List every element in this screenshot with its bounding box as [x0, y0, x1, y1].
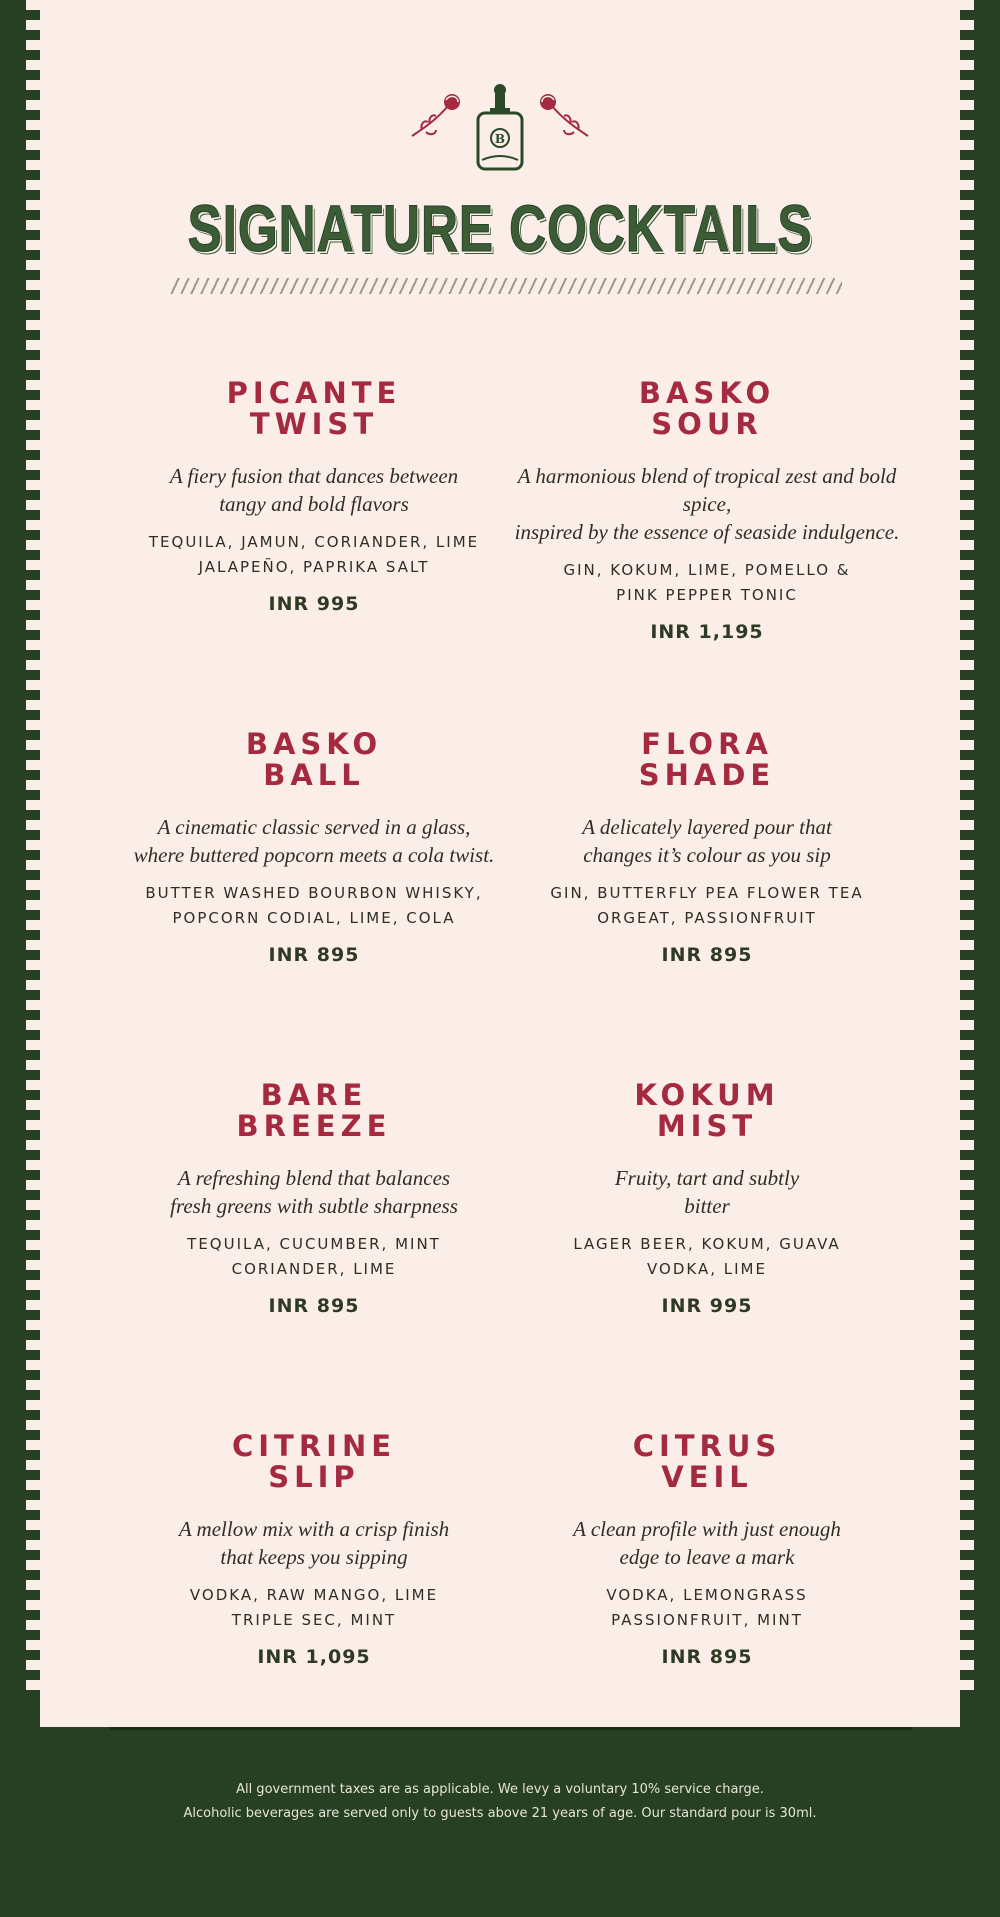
rose-right-icon [540, 94, 588, 136]
item-description: Fruity, tart and subtly bitter [614, 1166, 800, 1218]
item-price: INR 895 [661, 1646, 753, 1668]
item-price: INR 1,095 [257, 1646, 371, 1668]
item-price: INR 1,195 [650, 621, 764, 643]
item-name: CITRUS VEIL [632, 1429, 782, 1494]
right-perforated-border [960, 0, 974, 1690]
bottle-icon [478, 84, 522, 169]
item-price: INR 895 [268, 1295, 360, 1317]
item-description: A mellow mix with a crisp finish that keeps you sipping [178, 1517, 450, 1569]
item-description: A cinematic classic served in a glass, where buttered popcorn meets a cola twist. [133, 815, 495, 867]
menu-item [497, 729, 917, 966]
page-title: SIGNATURE COCKTAILS [187, 191, 813, 265]
item-name: KOKUM MIST [634, 1078, 780, 1143]
item-description: A delicately layered pour that changes it’s colour as you sip [582, 815, 832, 867]
item-description: A harmonious blend of tropical zest and bold spice, inspired by the essence of seaside indulgence. [514, 464, 900, 544]
hatch-divider [170, 278, 842, 294]
menu-item [497, 1431, 917, 1668]
item-name: BASKO BALL [245, 727, 383, 792]
menu-page [40, 0, 960, 1727]
left-perforated-border [26, 0, 40, 1690]
item-ingredients: TEQUILA, CUCUMBER, MINT CORIANDER, LIME [187, 1235, 441, 1278]
item-price: INR 895 [661, 944, 753, 966]
item-description: A fiery fusion that dances between tangy and bold flavors [169, 464, 459, 516]
menu-item [104, 1431, 524, 1668]
menu-item [104, 1080, 524, 1317]
item-name: PICANTE TWIST [226, 376, 402, 441]
footer-notice [0, 1778, 1000, 1826]
item-name: CITRINE SLIP [231, 1429, 397, 1494]
item-description: A refreshing blend that balances fresh greens with subtle sharpness [170, 1166, 458, 1218]
item-ingredients: BUTTER WASHED BOURBON WHISKY, POPCORN CODIAL, LIME, COLA [145, 884, 483, 927]
item-name: BASKO SOUR [638, 376, 776, 441]
item-name: FLORA SHADE [638, 727, 776, 792]
item-ingredients: VODKA, RAW MANGO, LIME TRIPLE SEC, MINT [189, 1586, 439, 1629]
item-ingredients: LAGER BEER, KOKUM, GUAVA VODKA, LIME [573, 1235, 841, 1278]
item-ingredients: GIN, BUTTERFLY PEA FLOWER TEA ORGEAT, PASSIONFRUIT [550, 884, 864, 927]
svg-text:B: B [494, 132, 506, 146]
item-price: INR 995 [268, 593, 360, 615]
item-description: A clean profile with just enough edge to leave a mark [573, 1517, 841, 1569]
item-price: INR 895 [268, 944, 360, 966]
item-ingredients: GIN, KOKUM, LIME, POMELLO & PINK PEPPER TONIC [563, 561, 851, 604]
menu-item [104, 378, 524, 615]
rose-left-icon [412, 94, 460, 136]
menu-item [104, 729, 524, 966]
item-name: BARE BREEZE [236, 1078, 392, 1143]
item-ingredients: TEQUILA, JAMUN, CORIANDER, LIME JALAPEÑO, PAPRIKA SALT [148, 533, 480, 576]
menu-item [497, 378, 917, 643]
footer-tax-note: All government taxes are as applicable. We levy a voluntary 10% service charge. [236, 1782, 764, 1797]
bottle-logo-icon [410, 80, 590, 180]
item-ingredients: VODKA, LEMONGRASS PASSIONFRUIT, MINT [606, 1586, 808, 1629]
menu-item [497, 1080, 917, 1317]
item-price: INR 995 [661, 1295, 753, 1317]
footer-age-note: Alcoholic beverages are served only to guests above 21 years of age. Our standard pour is 30ml. [183, 1806, 817, 1821]
